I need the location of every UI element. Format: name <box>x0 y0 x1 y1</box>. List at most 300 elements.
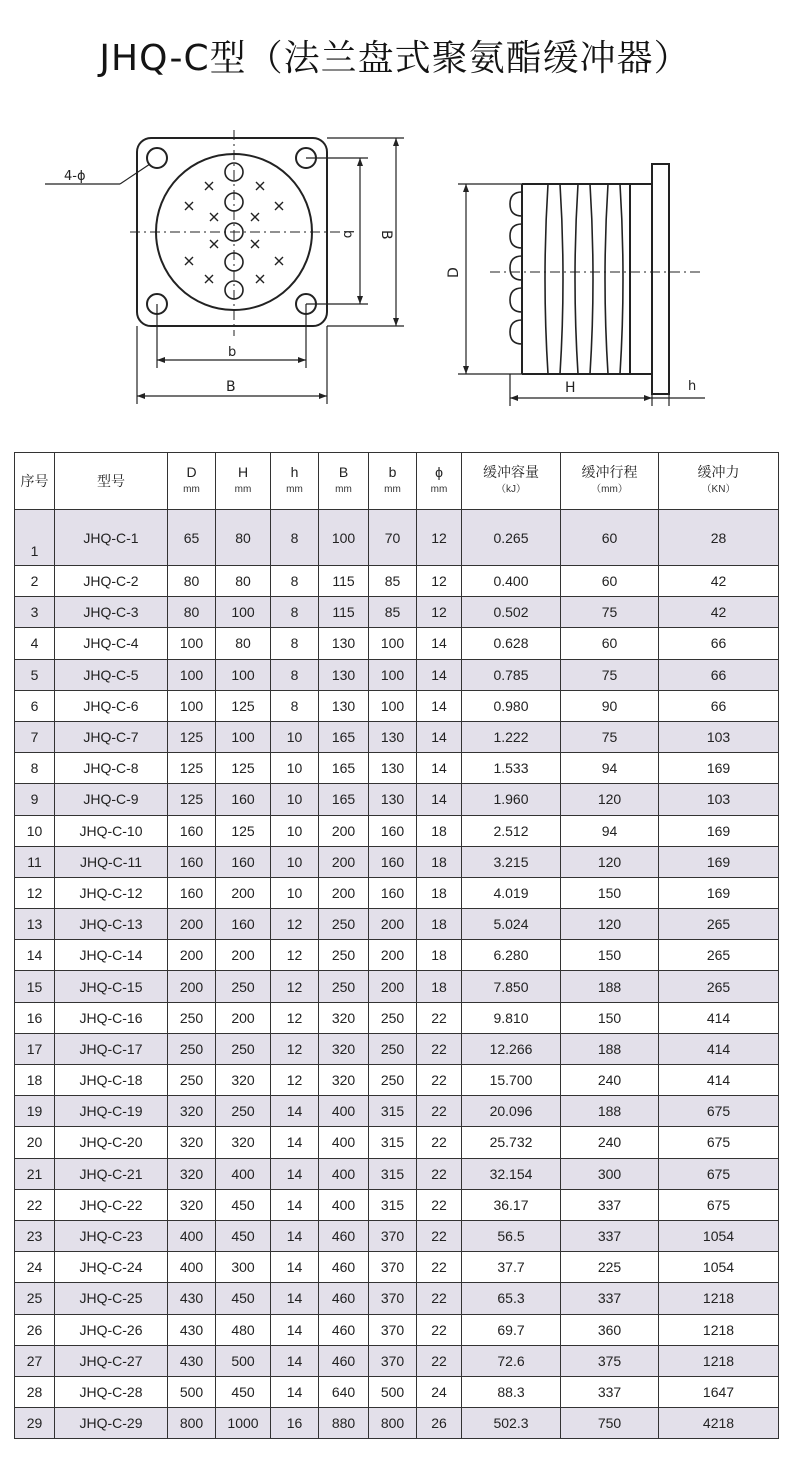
table-cell: 200 <box>369 940 417 971</box>
table-cell: 675 <box>659 1127 779 1158</box>
table-cell: 120 <box>561 846 659 877</box>
table-cell: 4.019 <box>462 877 561 908</box>
table-cell: 24 <box>417 1376 462 1407</box>
table-cell: 169 <box>659 815 779 846</box>
column-header <box>561 453 659 510</box>
table-cell: 0.628 <box>462 628 561 659</box>
table-cell: 370 <box>369 1283 417 1314</box>
table-cell: 29 <box>15 1408 55 1439</box>
hole-label: 4-ϕ <box>64 169 86 184</box>
table-cell: 85 <box>369 566 417 597</box>
table-cell: 22 <box>417 1065 462 1096</box>
table-cell: 103 <box>659 784 779 815</box>
table-cell: 880 <box>319 1408 369 1439</box>
table-cell: JHQ-C-4 <box>55 628 168 659</box>
table-cell: 32.154 <box>462 1158 561 1189</box>
table-cell: 250 <box>168 1033 216 1064</box>
table-cell: 75 <box>561 597 659 628</box>
table-row <box>15 909 779 940</box>
table-row <box>15 1002 779 1033</box>
table-cell: 165 <box>319 721 369 752</box>
table-cell: 130 <box>319 659 369 690</box>
table-cell: 320 <box>168 1189 216 1220</box>
table-cell: 5.024 <box>462 909 561 940</box>
table-cell: 27 <box>15 1345 55 1376</box>
table-cell: 88.3 <box>462 1376 561 1407</box>
table-cell: 315 <box>369 1096 417 1127</box>
table-cell: 100 <box>216 597 271 628</box>
table-cell: 125 <box>216 753 271 784</box>
table-cell: 12 <box>271 940 319 971</box>
table-row <box>15 510 779 566</box>
table-row <box>15 1158 779 1189</box>
table-cell: 11 <box>15 846 55 877</box>
table-cell: 200 <box>216 877 271 908</box>
table-cell: 120 <box>561 909 659 940</box>
table-cell: 18 <box>417 877 462 908</box>
table-cell: 18 <box>417 815 462 846</box>
table-cell: 1218 <box>659 1345 779 1376</box>
table-row <box>15 1189 779 1220</box>
column-header-label: 缓冲力 <box>697 464 740 480</box>
table-cell: 12 <box>15 877 55 908</box>
table-cell: 240 <box>561 1065 659 1096</box>
table-cell: 18 <box>417 846 462 877</box>
table-row <box>15 1220 779 1251</box>
table-cell: 265 <box>659 909 779 940</box>
table-row <box>15 1408 779 1439</box>
table-cell: 450 <box>216 1283 271 1314</box>
table-cell: 6.280 <box>462 940 561 971</box>
table-cell: 460 <box>319 1252 369 1283</box>
table-cell: 165 <box>319 753 369 784</box>
table-cell: JHQ-C-5 <box>55 659 168 690</box>
column-header-unit: mm <box>286 484 303 495</box>
column-header <box>462 453 561 510</box>
table-cell: 150 <box>561 940 659 971</box>
table-cell: 160 <box>369 877 417 908</box>
column-header-label: H <box>237 464 249 480</box>
table-cell: 18 <box>15 1065 55 1096</box>
table-row <box>15 1096 779 1127</box>
table-cell: 80 <box>216 628 271 659</box>
table-cell: 320 <box>168 1096 216 1127</box>
table-cell: JHQ-C-25 <box>55 1283 168 1314</box>
table-cell: 450 <box>216 1220 271 1251</box>
table-cell: JHQ-C-20 <box>55 1127 168 1158</box>
table-cell: 2 <box>15 566 55 597</box>
column-header-unit: mm <box>384 484 401 495</box>
table-cell: 12 <box>271 1002 319 1033</box>
table-cell: 320 <box>168 1127 216 1158</box>
table-cell: 4 <box>15 628 55 659</box>
table-cell: 125 <box>168 721 216 752</box>
table-cell: 414 <box>659 1065 779 1096</box>
table-row <box>15 566 779 597</box>
column-header <box>417 453 462 510</box>
table-cell: 20 <box>15 1127 55 1158</box>
table-cell: 17 <box>15 1033 55 1064</box>
table-cell: 400 <box>319 1189 369 1220</box>
table-cell: 14 <box>271 1096 319 1127</box>
table-cell: 14 <box>271 1127 319 1158</box>
table-cell: 14 <box>417 753 462 784</box>
table-cell: 22 <box>417 1283 462 1314</box>
column-header <box>659 453 779 510</box>
table-cell: 0.502 <box>462 597 561 628</box>
table-cell: 60 <box>561 628 659 659</box>
table-cell: 22 <box>417 1252 462 1283</box>
D-label: D <box>446 267 462 278</box>
table-cell: 400 <box>319 1158 369 1189</box>
table-cell: 370 <box>369 1345 417 1376</box>
table-cell: 18 <box>417 909 462 940</box>
table-cell: 7.850 <box>462 971 561 1002</box>
table-cell: 14 <box>271 1283 319 1314</box>
table-cell: 225 <box>561 1252 659 1283</box>
table-cell: 750 <box>561 1408 659 1439</box>
table-cell: 500 <box>216 1345 271 1376</box>
column-header-unit: mm <box>430 484 448 495</box>
b-horizontal-label: b <box>228 345 237 360</box>
table-cell: 250 <box>168 1065 216 1096</box>
table-row <box>15 815 779 846</box>
table-cell: 100 <box>319 510 369 566</box>
table-cell: 0.265 <box>462 510 561 566</box>
column-header <box>319 453 369 510</box>
H-label: H <box>565 380 576 396</box>
table-cell: 75 <box>561 659 659 690</box>
table-cell: 160 <box>168 815 216 846</box>
table-cell: 65.3 <box>462 1283 561 1314</box>
table-cell: 320 <box>216 1127 271 1158</box>
B-horizontal-label: B <box>226 379 236 395</box>
table-cell: 188 <box>561 971 659 1002</box>
table-cell: 0.785 <box>462 659 561 690</box>
table-cell: JHQ-C-17 <box>55 1033 168 1064</box>
table-cell: 430 <box>168 1283 216 1314</box>
table-cell: JHQ-C-18 <box>55 1065 168 1096</box>
table-cell: 12 <box>417 510 462 566</box>
column-header-unit: （kJ） <box>496 484 526 495</box>
table-cell: 22 <box>417 1158 462 1189</box>
table-cell: 300 <box>216 1252 271 1283</box>
table-cell: JHQ-C-15 <box>55 971 168 1002</box>
table-cell: 16 <box>15 1002 55 1033</box>
table-cell: 100 <box>369 659 417 690</box>
table-row <box>15 846 779 877</box>
table-cell: 400 <box>168 1252 216 1283</box>
table-cell: 250 <box>319 940 369 971</box>
table-cell: 8 <box>271 659 319 690</box>
table-cell: 250 <box>319 971 369 1002</box>
B-vertical-label: B <box>378 230 394 240</box>
table-cell: 8 <box>15 753 55 784</box>
table-cell: 800 <box>168 1408 216 1439</box>
table-cell: 414 <box>659 1033 779 1064</box>
column-header-label: 型号 <box>97 473 125 489</box>
table-cell: JHQ-C-9 <box>55 784 168 815</box>
table-cell: 450 <box>216 1376 271 1407</box>
table-row <box>15 690 779 721</box>
table-cell: 94 <box>561 753 659 784</box>
table-cell: 160 <box>369 846 417 877</box>
table-cell: 370 <box>369 1220 417 1251</box>
page-title: JHQ-C型（法兰盘式聚氨酯缓冲器） <box>99 38 691 79</box>
table-cell: 8 <box>271 628 319 659</box>
table-cell: 1.222 <box>462 721 561 752</box>
table-row <box>15 1065 779 1096</box>
table-cell: 430 <box>168 1314 216 1345</box>
b-vertical-label: b <box>340 230 355 239</box>
table-cell: 10 <box>271 815 319 846</box>
table-cell: 100 <box>216 659 271 690</box>
column-header-unit: （KN） <box>701 484 736 495</box>
table-cell: 265 <box>659 971 779 1002</box>
table-cell: 14 <box>271 1345 319 1376</box>
table-row <box>15 628 779 659</box>
table-cell: 130 <box>369 721 417 752</box>
column-header <box>271 453 319 510</box>
table-cell: 320 <box>168 1158 216 1189</box>
table-cell: 85 <box>369 597 417 628</box>
table-cell: 28 <box>659 510 779 566</box>
table-cell: 400 <box>319 1127 369 1158</box>
table-cell: 69.7 <box>462 1314 561 1345</box>
table-cell: JHQ-C-11 <box>55 846 168 877</box>
table-cell: 200 <box>216 940 271 971</box>
table-cell: JHQ-C-13 <box>55 909 168 940</box>
table-row <box>15 1127 779 1158</box>
column-header <box>168 453 216 510</box>
table-cell: JHQ-C-7 <box>55 721 168 752</box>
table-cell: 250 <box>216 971 271 1002</box>
table-cell: 160 <box>168 877 216 908</box>
table-row <box>15 877 779 908</box>
table-cell: 2.512 <box>462 815 561 846</box>
table-cell: 21 <box>15 1158 55 1189</box>
table-cell: 315 <box>369 1127 417 1158</box>
table-cell: 200 <box>216 1002 271 1033</box>
table-cell: 315 <box>369 1158 417 1189</box>
table-cell: JHQ-C-3 <box>55 597 168 628</box>
table-cell: 1647 <box>659 1376 779 1407</box>
table-cell: JHQ-C-21 <box>55 1158 168 1189</box>
table-cell: 25.732 <box>462 1127 561 1158</box>
table-cell: 25 <box>15 1283 55 1314</box>
h-label: h <box>688 379 697 394</box>
table-row <box>15 784 779 815</box>
table-cell: 80 <box>216 566 271 597</box>
technical-drawing <box>0 120 790 420</box>
table-row <box>15 940 779 971</box>
table-cell: 24 <box>15 1252 55 1283</box>
table-cell: 400 <box>319 1096 369 1127</box>
table-cell: JHQ-C-12 <box>55 877 168 908</box>
table-cell: JHQ-C-24 <box>55 1252 168 1283</box>
table-cell: 150 <box>561 1002 659 1033</box>
table-row <box>15 1345 779 1376</box>
table-cell: 42 <box>659 566 779 597</box>
table-body <box>15 510 779 1439</box>
table-header-row <box>15 453 779 510</box>
table-cell: 1218 <box>659 1314 779 1345</box>
table-cell: 16 <box>271 1408 319 1439</box>
table-row <box>15 1283 779 1314</box>
table-cell: 337 <box>561 1376 659 1407</box>
table-cell: 10 <box>271 753 319 784</box>
table-cell: 200 <box>168 971 216 1002</box>
table-cell: JHQ-C-26 <box>55 1314 168 1345</box>
table-cell: 14 <box>417 659 462 690</box>
table-cell: JHQ-C-22 <box>55 1189 168 1220</box>
table-cell: 200 <box>319 877 369 908</box>
table-cell: 370 <box>369 1252 417 1283</box>
table-cell: JHQ-C-8 <box>55 753 168 784</box>
table-cell: 1 <box>15 510 55 566</box>
table-cell: 400 <box>168 1220 216 1251</box>
table-cell: 115 <box>319 597 369 628</box>
column-header-label: h <box>290 464 299 480</box>
table-cell: 0.400 <box>462 566 561 597</box>
column-header <box>369 453 417 510</box>
table-cell: 12 <box>271 1065 319 1096</box>
table-cell: 66 <box>659 690 779 721</box>
table-cell: 22 <box>417 1127 462 1158</box>
table-cell: 14 <box>15 940 55 971</box>
table-cell: 169 <box>659 877 779 908</box>
table-cell: 28 <box>15 1376 55 1407</box>
table-cell: 80 <box>168 597 216 628</box>
table-cell: 250 <box>319 909 369 940</box>
table-cell: 8 <box>271 690 319 721</box>
table-cell: 13 <box>15 909 55 940</box>
table-cell: 130 <box>319 628 369 659</box>
column-header-unit: mm <box>335 484 352 495</box>
table-cell: 100 <box>216 721 271 752</box>
table-cell: 320 <box>319 1033 369 1064</box>
table-cell: 80 <box>216 510 271 566</box>
table-cell: 100 <box>168 690 216 721</box>
table-cell: 337 <box>561 1283 659 1314</box>
table-cell: 250 <box>168 1002 216 1033</box>
table-cell: 60 <box>561 566 659 597</box>
table-cell: 160 <box>216 909 271 940</box>
table-cell: 675 <box>659 1096 779 1127</box>
table-cell: 265 <box>659 940 779 971</box>
table-cell: 375 <box>561 1345 659 1376</box>
table-cell: 502.3 <box>462 1408 561 1439</box>
table-cell: 75 <box>561 721 659 752</box>
table-cell: 460 <box>319 1220 369 1251</box>
column-header-unit: mm <box>183 484 200 495</box>
table-cell: 10 <box>15 815 55 846</box>
table-cell: 14 <box>417 628 462 659</box>
table-cell: 160 <box>168 846 216 877</box>
table-cell: JHQ-C-27 <box>55 1345 168 1376</box>
table-cell: JHQ-C-19 <box>55 1096 168 1127</box>
table-cell: JHQ-C-14 <box>55 940 168 971</box>
table-cell: 675 <box>659 1158 779 1189</box>
column-header-unit: （mm） <box>591 484 628 495</box>
table-cell: 10 <box>271 846 319 877</box>
table-cell: 460 <box>319 1314 369 1345</box>
table-cell: 320 <box>216 1065 271 1096</box>
table-cell: 72.6 <box>462 1345 561 1376</box>
table-cell: 250 <box>216 1096 271 1127</box>
table-cell: 675 <box>659 1189 779 1220</box>
table-cell: JHQ-C-2 <box>55 566 168 597</box>
table-cell: 169 <box>659 846 779 877</box>
table-cell: 250 <box>369 1033 417 1064</box>
table-cell: JHQ-C-1 <box>55 510 168 566</box>
table-cell: JHQ-C-10 <box>55 815 168 846</box>
table-cell: 14 <box>271 1252 319 1283</box>
table-cell: JHQ-C-6 <box>55 690 168 721</box>
table-cell: 460 <box>319 1345 369 1376</box>
table-cell: 169 <box>659 753 779 784</box>
table-cell: 66 <box>659 659 779 690</box>
table-cell: 12 <box>417 566 462 597</box>
table-cell: 20.096 <box>462 1096 561 1127</box>
table-cell: 460 <box>319 1283 369 1314</box>
table-cell: JHQ-C-28 <box>55 1376 168 1407</box>
table-cell: 370 <box>369 1314 417 1345</box>
table-cell: 100 <box>168 659 216 690</box>
table-cell: 160 <box>369 815 417 846</box>
table-cell: 130 <box>319 690 369 721</box>
table-cell: 23 <box>15 1220 55 1251</box>
table-cell: 414 <box>659 1002 779 1033</box>
table-cell: 320 <box>319 1065 369 1096</box>
table-cell: 8 <box>271 510 319 566</box>
column-header-unit: mm <box>234 484 252 495</box>
front-view <box>45 130 404 404</box>
table-row <box>15 721 779 752</box>
table-cell: 60 <box>561 510 659 566</box>
table-cell: 125 <box>168 784 216 815</box>
table-cell: 250 <box>216 1033 271 1064</box>
table-cell: 22 <box>417 1002 462 1033</box>
table-cell: 26 <box>15 1314 55 1345</box>
column-header <box>15 453 55 510</box>
table-row <box>15 1376 779 1407</box>
table-cell: 188 <box>561 1096 659 1127</box>
table-row <box>15 1252 779 1283</box>
table-cell: 150 <box>561 877 659 908</box>
table-cell: 65 <box>168 510 216 566</box>
table-cell: 200 <box>168 909 216 940</box>
table-cell: 22 <box>417 1096 462 1127</box>
table-cell: 12 <box>271 1033 319 1064</box>
table-cell: 1054 <box>659 1252 779 1283</box>
table-cell: 14 <box>271 1189 319 1220</box>
table-cell: 3 <box>15 597 55 628</box>
table-cell: 200 <box>319 815 369 846</box>
table-cell: 300 <box>561 1158 659 1189</box>
table-cell: 125 <box>216 690 271 721</box>
table-cell: 42 <box>659 597 779 628</box>
table-cell: 1218 <box>659 1283 779 1314</box>
table-cell: 70 <box>369 510 417 566</box>
table-cell: JHQ-C-16 <box>55 1002 168 1033</box>
table-cell: 400 <box>216 1158 271 1189</box>
table-cell: 94 <box>561 815 659 846</box>
table-cell: 22 <box>417 1314 462 1345</box>
table-cell: 500 <box>369 1376 417 1407</box>
column-header-label: D <box>186 464 197 480</box>
table-row <box>15 659 779 690</box>
